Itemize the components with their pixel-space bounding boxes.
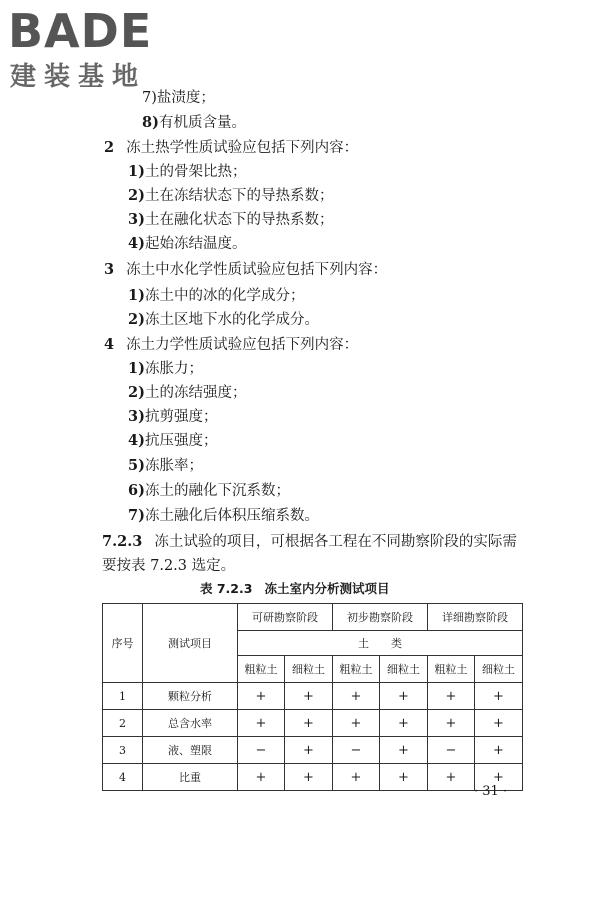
list-item (128, 234, 246, 254)
page-number: · 31 · (474, 784, 508, 799)
cell-mark: + (333, 683, 380, 710)
cell-mark: + (428, 710, 475, 737)
header-soil-col: 细粒土 (380, 656, 428, 683)
cell-item: 颗粒分析 (143, 683, 238, 710)
item-text: 土在冻结状态下的导热系数； (144, 188, 334, 204)
table-row (103, 710, 523, 737)
table-row (103, 764, 523, 791)
cell-mark: + (285, 764, 333, 791)
item-number: 4) (128, 235, 145, 252)
cell-mark: + (475, 737, 523, 764)
section-heading (104, 335, 358, 355)
item-number: 1) (128, 163, 145, 180)
item-number: 1) (128, 287, 145, 304)
cell-mark: + (333, 710, 380, 737)
list-item (128, 186, 333, 206)
cell-mark: + (475, 683, 523, 710)
item-number: 1) (128, 360, 145, 377)
item-number: 3) (128, 408, 145, 425)
cell-mark: + (285, 710, 333, 737)
cell-mark: + (428, 683, 475, 710)
section-text: 冻土中水化学性质试验应包括下列内容： (126, 262, 388, 278)
clause-text-cont: 要按表 7.2.3 选定。 (102, 558, 236, 574)
section-heading (104, 138, 358, 158)
item-number: 6) (128, 482, 145, 499)
cell-mark: + (238, 764, 285, 791)
item-number: 2) (128, 187, 145, 204)
cell-seq: 1 (103, 683, 143, 710)
cell-seq: 3 (103, 737, 143, 764)
section-text: 冻土力学性质试验应包括下列内容： (126, 337, 359, 353)
item-number: 8) (142, 114, 159, 131)
cell-mark: + (285, 683, 333, 710)
table-caption-title: 冻土室内分析测试项目 (264, 581, 390, 596)
item-text: 有机质含量。 (158, 115, 246, 131)
header-soil-col: 细粒土 (285, 656, 333, 683)
cell-mark: + (285, 737, 333, 764)
item-number: 4) (128, 432, 145, 449)
header-soil-col: 粗粒土 (238, 656, 285, 683)
cell-mark: + (475, 710, 523, 737)
section-number: 2 (104, 139, 115, 156)
header-item: 测试项目 (143, 604, 238, 683)
header-stage: 可研勘察阶段 (238, 604, 333, 631)
item-number: 5) (128, 457, 145, 474)
item-text: 土的冻结强度； (144, 385, 247, 401)
cell-mark: + (333, 764, 380, 791)
cell-item: 液、塑限 (143, 737, 238, 764)
item-number: 7) (128, 507, 145, 524)
item-text: 冻土区地下水的化学成分。 (144, 312, 319, 328)
list-item (128, 310, 319, 330)
header-stage: 详细勘察阶段 (428, 604, 523, 631)
header-soil-col: 细粒土 (475, 656, 523, 683)
cell-mark: − (428, 737, 475, 764)
item-text: 抗剪强度； (144, 409, 218, 425)
test-items-table (102, 603, 523, 791)
list-item (142, 88, 215, 108)
header-soil-col: 粗粒土 (333, 656, 380, 683)
cell-mark: + (380, 737, 428, 764)
item-text: 抗压强度； (144, 433, 218, 449)
section-number: 4 (104, 336, 115, 353)
list-item (128, 359, 203, 379)
cell-mark: + (380, 683, 428, 710)
cell-mark: + (238, 683, 285, 710)
table-caption (200, 580, 389, 598)
item-number: 2) (128, 384, 145, 401)
header-seq: 序号 (103, 604, 143, 683)
item-text: 土在融化状态下的导热系数； (144, 212, 334, 228)
section-heading (104, 260, 387, 280)
item-text: 起始冻结温度。 (144, 236, 247, 252)
item-text: 冻土中的冰的化学成分； (144, 288, 305, 304)
list-item (128, 162, 246, 182)
cell-item: 总含水率 (143, 710, 238, 737)
cell-mark: + (380, 764, 428, 791)
cell-mark: + (428, 764, 475, 791)
table-row (103, 683, 523, 710)
list-item (128, 286, 304, 306)
item-number: 7) (142, 90, 157, 106)
cell-mark: − (238, 737, 285, 764)
cell-mark: + (475, 764, 523, 791)
cell-item: 比重 (143, 764, 238, 791)
cell-mark: + (380, 710, 428, 737)
logo-brand: BADE (8, 4, 153, 58)
logo (8, 6, 178, 96)
item-text: 冻土的融化下沉系数； (144, 483, 290, 499)
item-text: 土的骨架比热； (144, 164, 247, 180)
list-item (128, 431, 217, 451)
clause-paragraph-cont (102, 556, 235, 576)
header-stage: 初步勘察阶段 (333, 604, 428, 631)
list-item (142, 113, 246, 133)
table-caption-number: 表 7.2.3 (200, 581, 253, 596)
section-number: 3 (104, 261, 115, 278)
clause-text: 冻土试验的项目，可根据各工程在不同勘察阶段的实际需 (154, 534, 517, 550)
list-item (128, 383, 246, 403)
list-item (128, 506, 319, 526)
list-item (128, 481, 290, 501)
cell-seq: 4 (103, 764, 143, 791)
list-item (128, 210, 333, 230)
item-text: 盐渍度； (156, 90, 215, 106)
clause-number: 7.2.3 (102, 533, 143, 550)
list-item (128, 456, 203, 476)
cell-mark: − (333, 737, 380, 764)
list-item (128, 407, 217, 427)
cell-mark: + (238, 710, 285, 737)
header-soil-type: 土 类 (238, 631, 523, 656)
header-soil-col: 粗粒土 (428, 656, 475, 683)
cell-seq: 2 (103, 710, 143, 737)
item-text: 冻胀率； (144, 458, 203, 474)
section-text: 冻土热学性质试验应包括下列内容： (126, 140, 359, 156)
table-row (103, 737, 523, 764)
logo-subtitle: 建装基地 (10, 62, 147, 92)
item-number: 2) (128, 311, 145, 328)
item-number: 3) (128, 211, 145, 228)
item-text: 冻土融化后体积压缩系数。 (144, 508, 319, 524)
clause-paragraph (102, 532, 517, 552)
item-text: 冻胀力； (144, 361, 203, 377)
